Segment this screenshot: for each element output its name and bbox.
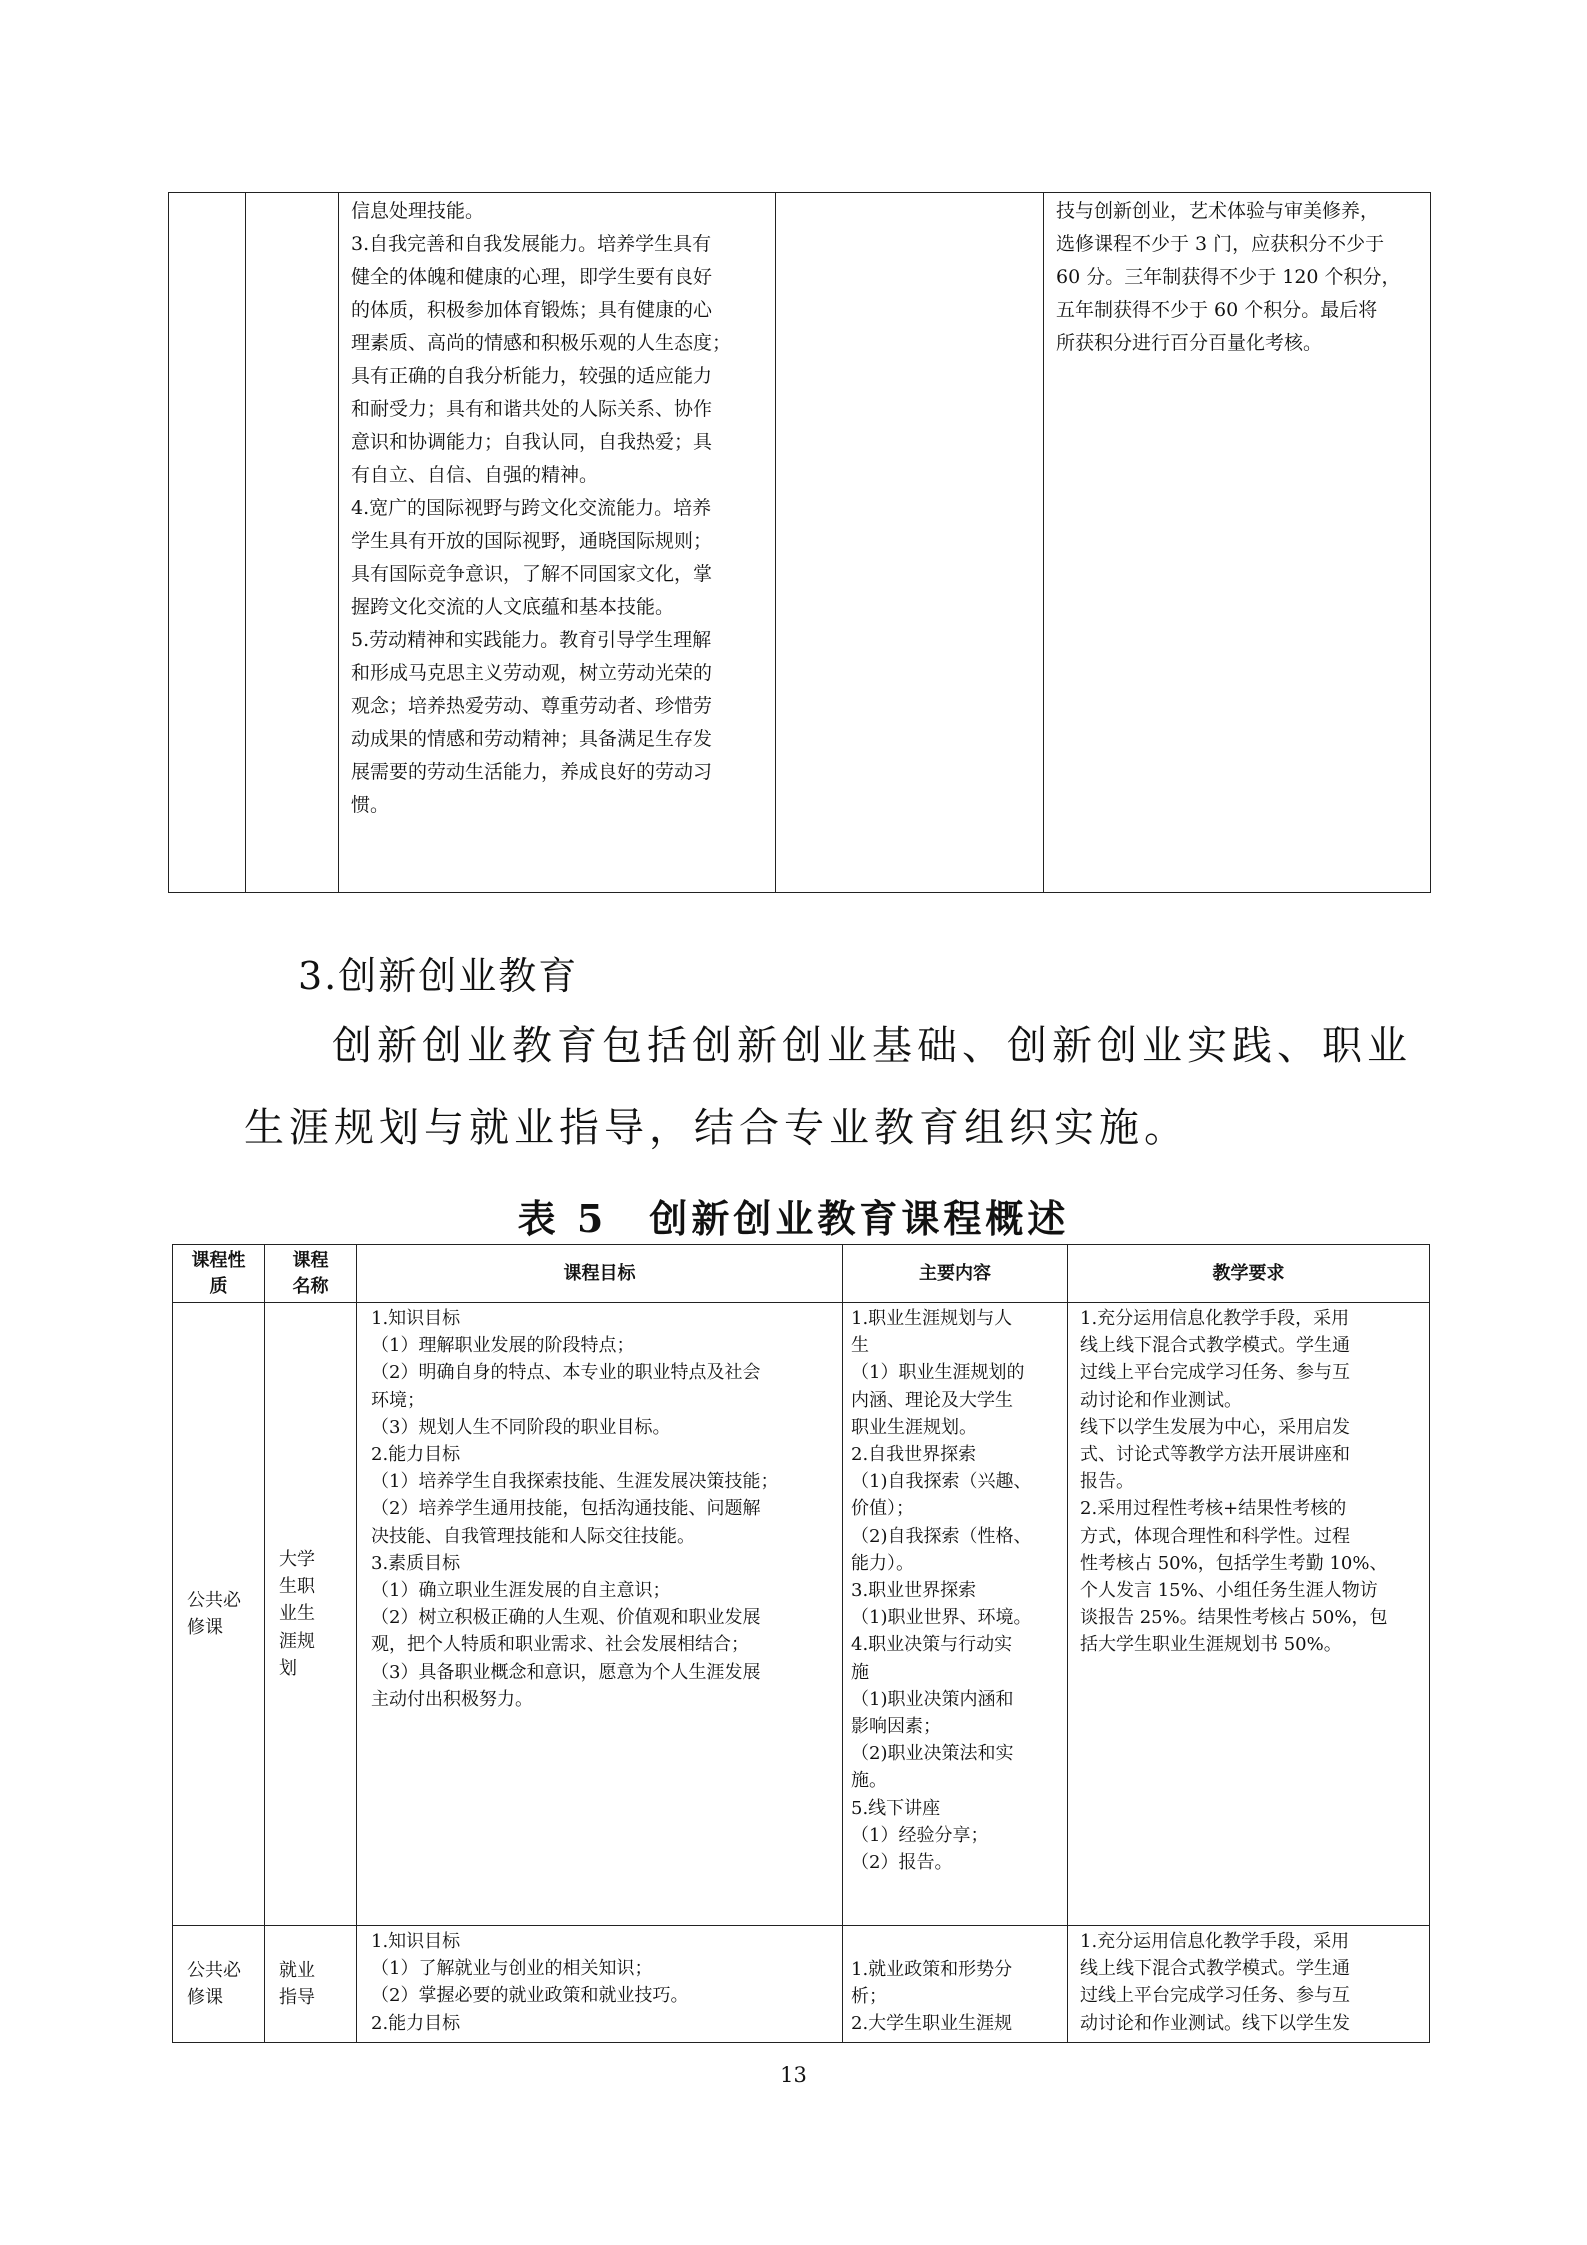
continued-req-cell	[1044, 193, 1431, 893]
text-line: （1)自我探索（兴趣、	[851, 1471, 1032, 1493]
text-line: 60 分。三年制获得不少于 120 个积分，	[1056, 266, 1401, 288]
text-line: 的体质，积极参加体育锻炼；具有健康的心	[351, 299, 713, 321]
course-name-cell	[265, 1926, 357, 2043]
text-line: 施	[851, 1661, 869, 1683]
table-header-row	[173, 1245, 1430, 1303]
course-name-cell	[265, 1303, 357, 1926]
main-content-cell	[843, 1926, 1068, 2043]
text-line: 1.知识目标	[371, 1308, 461, 1329]
text-line: 2.自我世界探索	[851, 1444, 977, 1466]
teaching-req-cell	[1068, 1303, 1430, 1926]
text-line: （1）培养学生自我探索技能、生涯发展决策技能；	[371, 1471, 779, 1493]
text-line: 线下以学生发展为中心，采用启发	[1080, 1416, 1350, 1438]
header-text: 课程性	[191, 1249, 246, 1271]
text-line: 健全的体魄和健康的心理，即学生要有良好	[351, 266, 713, 288]
text-line: 4.宽广的国际视野与跨文化交流能力。培养	[351, 497, 712, 519]
text-line: 3.职业世界探索	[851, 1580, 977, 1602]
text-line: 划	[279, 1657, 297, 1679]
text-line: 主动付出积极努力。	[371, 1688, 533, 1710]
text-line: 所获积分进行百分百量化考核。	[1056, 332, 1323, 354]
course-goals-cell	[357, 1926, 843, 2043]
header-course-nature	[173, 1245, 265, 1303]
text-line: （1）了解就业与创业的相关知识；	[371, 1958, 653, 1980]
text-line: 析；	[851, 1986, 887, 2008]
text-line: 和耐受力；具有和谐共处的人际关系、协作	[351, 398, 713, 420]
text-line: 修课	[187, 1617, 223, 1638]
text-line: 2.大学生职业生涯规	[851, 2013, 1013, 2035]
text-line: （2）掌握必要的就业政策和就业技巧。	[371, 1985, 689, 2007]
table-title: 表 5 创新创业教育课程概述	[517, 1196, 1070, 1241]
section-heading: 3.创新创业教育	[298, 954, 579, 998]
text-line: 公共必	[187, 1589, 241, 1611]
text-line: 职业生涯规划。	[851, 1416, 977, 1438]
header-text: 名称	[292, 1275, 329, 1297]
text-line: 生	[851, 1335, 869, 1357]
page-number: 13	[780, 2063, 807, 2087]
text-line: 5.线下讲座	[851, 1797, 941, 1819]
text-line: （1)职业世界、环境。	[851, 1607, 1032, 1629]
text-line: （1）理解职业发展的阶段特点；	[371, 1335, 635, 1357]
text-line: 2.能力目标	[371, 1444, 461, 1466]
text-line: （1）职业生涯规划的	[851, 1362, 1025, 1384]
continued-table	[168, 192, 1431, 893]
header-teaching-req: 教学要求	[1068, 1245, 1430, 1303]
text-line: 展需要的劳动生活能力，养成良好的劳动习	[351, 761, 713, 783]
table-row	[173, 1926, 1430, 2043]
text-line: 业生	[279, 1603, 315, 1625]
text-line: 具有国际竞争意识，了解不同国家文化，掌	[351, 563, 713, 585]
text-line: 决技能、自我管理技能和人际交往技能。	[371, 1525, 695, 1547]
text-line: （2）明确自身的特点、本专业的职业特点及社会	[371, 1362, 761, 1384]
text-line: 和形成马克思主义劳动观，树立劳动光荣的	[351, 662, 713, 684]
paragraph-line-2: 生涯规划与就业指导，结合专业教育组织实施。	[244, 1105, 1189, 1151]
text-line: 1.充分运用信息化教学手段，采用	[1080, 1308, 1350, 1329]
course-nature-cell	[173, 1303, 265, 1926]
text-line: 选修课程不少于 3 门，应获积分不少于	[1056, 233, 1385, 255]
text-line: （2）培养学生通用技能，包括沟通技能、问题解	[371, 1498, 761, 1520]
text-line: 五年制获得不少于 60 个积分。最后将	[1056, 299, 1378, 321]
text-line: （1）经验分享；	[851, 1824, 989, 1846]
text-line: 1.充分运用信息化教学手段，采用	[1080, 1931, 1350, 1952]
text-line: 价值）；	[851, 1498, 914, 1520]
text-line: 式、讨论式等教学方法开展讲座和	[1080, 1444, 1350, 1466]
text-line: 5.劳动精神和实践能力。教育引导学生理解	[351, 629, 712, 651]
header-course-goals: 课程目标	[357, 1245, 843, 1303]
text-line: （1)职业决策内涵和	[851, 1688, 1014, 1710]
text-line: 握跨文化交流的人文底蕴和基本技能。	[351, 596, 675, 618]
text-line: 过线上平台完成学习任务、参与互	[1080, 1985, 1350, 2007]
text-line: 3.素质目标	[371, 1552, 461, 1574]
text-line: 线上线下混合式教学模式。学生通	[1080, 1958, 1350, 1980]
text-line: 个人发言 15%、小组任务生涯人物访	[1080, 1580, 1378, 1602]
header-course-name	[265, 1245, 357, 1303]
text-line: 信息处理技能。	[351, 200, 485, 222]
text-line: 学生具有开放的国际视野，通晓国际规则；	[351, 530, 713, 552]
text-line: 影响因素；	[851, 1716, 941, 1738]
text-line: 1.知识目标	[371, 1931, 461, 1952]
text-line: 括大学生职业生涯规划书 50%。	[1080, 1634, 1342, 1656]
text-line: 线上线下混合式教学模式。学生通	[1080, 1335, 1350, 1357]
header-main-content: 主要内容	[843, 1245, 1068, 1303]
text-line: 谈报告 25%。结果性考核占 50%，包	[1080, 1607, 1388, 1629]
table-row	[173, 1303, 1430, 1926]
text-line: 修课	[187, 1987, 223, 2008]
text-line: 2.能力目标	[371, 2012, 461, 2034]
header-text: 课程	[292, 1249, 329, 1271]
text-line: 动讨论和作业测试。	[1080, 1389, 1242, 1411]
main-content-cell	[843, 1303, 1068, 1926]
text-line: 理素质、高尚的情感和积极乐观的人生态度；	[351, 332, 732, 354]
text-line: 2.采用过程性考核+结果性考核的	[1080, 1498, 1347, 1520]
text-line: 能力）。	[851, 1552, 914, 1574]
continued-col1-cell	[169, 193, 246, 893]
course-table	[172, 1244, 1430, 2043]
teaching-req-cell	[1068, 1926, 1430, 2043]
text-line: （3）规划人生不同阶段的职业目标。	[371, 1416, 671, 1438]
paragraph-line-1: 创新创业教育包括创新创业基础、创新创业实践、职业	[332, 1023, 1412, 1069]
text-line: 涯规	[279, 1630, 315, 1652]
course-goals-cell	[357, 1303, 843, 1926]
text-line: 技与创新创业，艺术体验与审美修养，	[1056, 200, 1380, 222]
text-line: 公共必	[187, 1959, 241, 1981]
text-line: （2）报告。	[851, 1852, 953, 1874]
text-line: 就业	[279, 1959, 315, 1981]
continued-goals-cell	[339, 193, 776, 893]
text-line: 动讨论和作业测试。线下以学生发	[1080, 2012, 1350, 2034]
text-line: 1.就业政策和形势分	[851, 1959, 1013, 1980]
header-text: 质	[209, 1275, 228, 1297]
continued-col2-cell	[246, 193, 339, 893]
text-line: 具有正确的自我分析能力，较强的适应能力	[351, 365, 713, 387]
text-line: 1.职业生涯规划与人	[851, 1308, 1013, 1329]
text-line: 指导	[279, 1987, 315, 2008]
text-line: 有自立、自信、自强的精神。	[351, 464, 599, 486]
text-line: 3.自我完善和自我发展能力。培养学生具有	[351, 233, 712, 255]
text-line: （2)自我探索（性格、	[851, 1525, 1032, 1547]
text-line: 环境；	[371, 1389, 425, 1411]
text-line: （3）具备职业概念和意识，愿意为个人生涯发展	[371, 1661, 761, 1683]
text-line: 施。	[851, 1770, 887, 1792]
course-nature-cell	[173, 1926, 265, 2043]
text-line: 动成果的情感和劳动精神；具备满足生存发	[351, 728, 713, 750]
text-line: 惯。	[351, 794, 390, 816]
text-line: 性考核占 50%，包括学生考勤 10%、	[1080, 1552, 1388, 1574]
text-line: 报告。	[1080, 1471, 1134, 1493]
text-line: 大学	[279, 1548, 315, 1570]
text-line: 4.职业决策与行动实	[851, 1634, 1013, 1656]
text-line: 内涵、理论及大学生	[851, 1389, 1013, 1411]
text-line: （2)职业决策法和实	[851, 1743, 1014, 1765]
text-line: （2）树立积极正确的人生观、价值观和职业发展	[371, 1607, 761, 1629]
text-line: 意识和协调能力；自我认同，自我热爱；具	[351, 431, 713, 453]
continued-content-cell	[776, 193, 1044, 893]
text-line: 观念；培养热爱劳动、尊重劳动者、珍惜劳	[351, 695, 713, 717]
text-line: 方式，体现合理性和科学性。过程	[1080, 1525, 1350, 1547]
text-line: 过线上平台完成学习任务、参与互	[1080, 1362, 1350, 1384]
text-line: （1）确立职业生涯发展的自主意识；	[371, 1580, 671, 1602]
text-line: 观，把个人特质和职业需求、社会发展相结合；	[371, 1634, 749, 1656]
text-line: 生职	[279, 1576, 315, 1598]
